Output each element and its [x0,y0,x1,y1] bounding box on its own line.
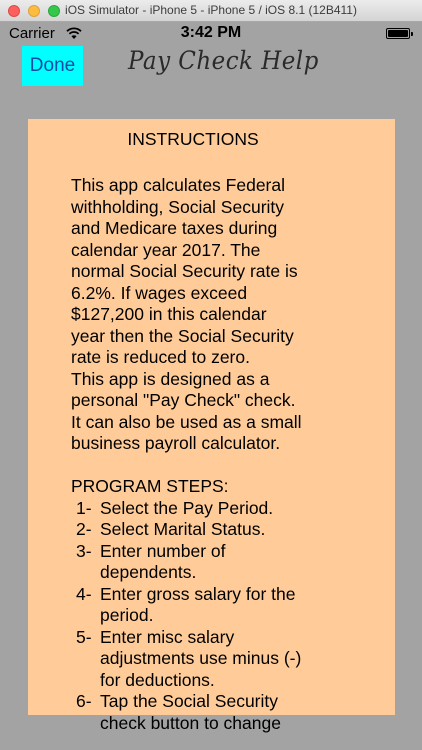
status-bar [0,22,422,44]
step-text: Tap the Social Security [100,691,279,711]
battery-icon [386,28,410,39]
intro-line: year then the Social Security [71,325,294,346]
intro-line: withholding, Social Security [71,196,285,217]
app-title: Pay Check Help [128,46,319,75]
step-text: Enter gross salary for the [100,583,296,604]
intro-line: This app calculates Federal [71,175,285,195]
carrier-label: Carrier [9,25,55,42]
intro-text [71,175,371,455]
intro-line: rate is reduced to zero. [71,347,250,367]
step-text-continued: period. [100,605,154,625]
program-step [71,627,371,692]
intro-line: $127,200 in this calendar [71,304,267,324]
program-step [71,584,371,627]
step-text: Enter misc salary [100,626,235,647]
intro-line: normal Social Security rate is [71,261,298,281]
intro-line: calendar year 2017. The [71,239,261,260]
program-step [71,519,371,541]
instructions-heading: INSTRUCTIONS [127,129,259,149]
steps-heading: PROGRAM STEPS: [71,476,229,496]
intro-line: business payroll calculator. [71,433,281,453]
intro-line: 6.2%. If wages exceed [71,282,248,303]
simulator-title-bar [0,0,422,22]
program-steps-list [71,498,371,735]
step-text-continued: adjustments use minus (-) [100,648,302,668]
step-number: 4- [76,583,92,604]
step-number: 3- [76,540,92,561]
simulator-window-title: iOS Simulator - iPhone 5 - iPhone 5 / iOS 8.1 (12B411) [65,3,357,17]
intro-line: personal "Pay Check" check. [71,390,296,410]
step-text-continued: dependents. [100,562,197,582]
step-text: Select the Pay Period. [100,497,274,518]
step-text: Enter number of [100,540,226,561]
intro-line: This app is designed as a [71,368,270,389]
intro-line: and Medicare taxes during [71,218,278,238]
step-number: 1- [76,497,92,518]
program-step [71,541,371,584]
step-text-continued: for deductions. [100,669,215,690]
program-step [71,498,371,520]
step-text: Select Marital Status. [100,519,266,539]
instructions-panel[interactable] [28,119,395,733]
step-number: 6- [76,691,92,711]
step-number: 5- [76,626,92,647]
step-number: 2- [76,519,92,539]
done-button[interactable]: Done [22,46,83,86]
instructions-body [71,175,371,734]
intro-line: It can also be used as a small [71,411,302,432]
status-time: 3:42 PM [180,24,242,41]
step-text-continued: check button to change [100,712,281,733]
program-step [71,691,371,734]
